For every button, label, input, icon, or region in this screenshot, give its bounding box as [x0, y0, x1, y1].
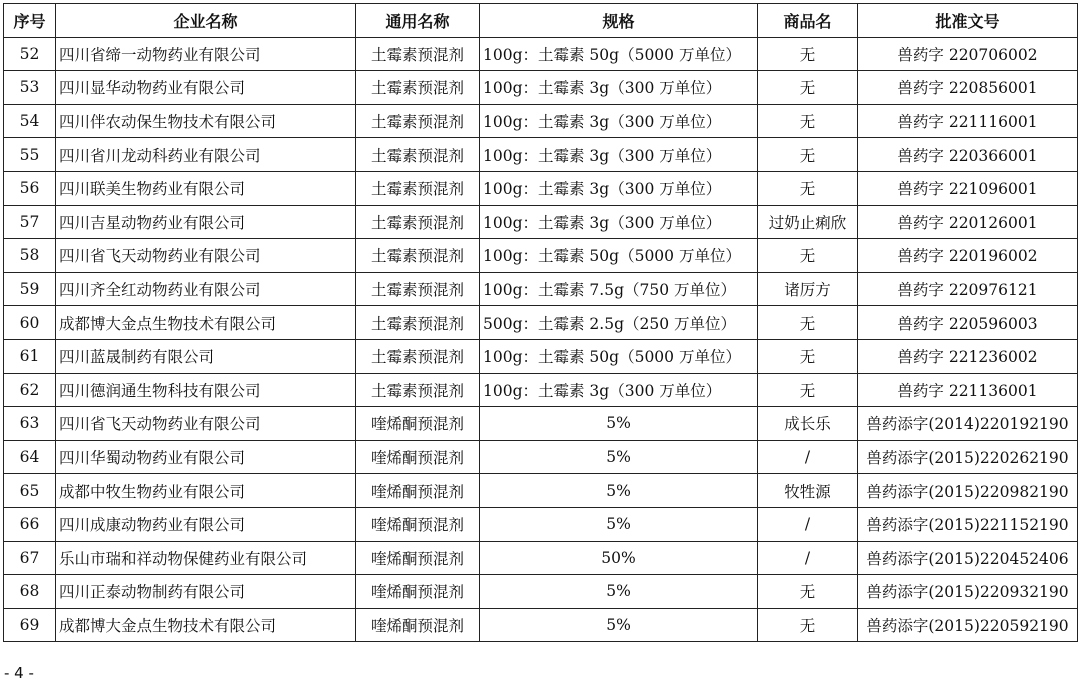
cell-company: 四川省飞天动物药业有限公司	[56, 407, 356, 441]
table-row	[4, 239, 1078, 273]
cell-spec: 5%	[480, 474, 758, 508]
cell-approval-number: 兽药字 220126001	[858, 205, 1078, 239]
cell-index: 56	[4, 171, 56, 205]
cell-index: 64	[4, 440, 56, 474]
cell-spec: 100g：土霉素 3g（300 万单位）	[480, 373, 758, 407]
table-row	[4, 171, 1078, 205]
cell-trade-name: 无	[758, 37, 858, 71]
table-header-row	[4, 4, 1078, 38]
cell-approval-number: 兽药字 220366001	[858, 138, 1078, 172]
cell-trade-name: 无	[758, 239, 858, 273]
cell-approval-number: 兽药添字(2015)220262190	[858, 440, 1078, 474]
cell-trade-name: 过奶止痢欣	[758, 205, 858, 239]
cell-spec: 100g：土霉素 50g（5000 万单位）	[480, 37, 758, 71]
cell-generic-name: 土霉素预混剂	[356, 205, 480, 239]
cell-approval-number: 兽药字 220596003	[858, 306, 1078, 340]
cell-approval-number: 兽药字 220706002	[858, 37, 1078, 71]
cell-generic-name: 喹烯酮预混剂	[356, 440, 480, 474]
cell-company: 四川伴农动保生物技术有限公司	[56, 104, 356, 138]
cell-trade-name: 无	[758, 104, 858, 138]
cell-trade-name: 无	[758, 306, 858, 340]
cell-approval-number: 兽药字 221236002	[858, 339, 1078, 373]
table-row	[4, 507, 1078, 541]
cell-index: 53	[4, 71, 56, 105]
cell-spec: 100g：土霉素 3g（300 万单位）	[480, 71, 758, 105]
cell-generic-name: 土霉素预混剂	[356, 138, 480, 172]
cell-trade-name: 无	[758, 171, 858, 205]
cell-generic-name: 喹烯酮预混剂	[356, 407, 480, 441]
table-row	[4, 608, 1078, 642]
cell-generic-name: 喹烯酮预混剂	[356, 608, 480, 642]
cell-trade-name: 无	[758, 575, 858, 609]
cell-index: 59	[4, 272, 56, 306]
cell-index: 67	[4, 541, 56, 575]
cell-company: 四川吉星动物药业有限公司	[56, 205, 356, 239]
cell-company: 成都中牧生物药业有限公司	[56, 474, 356, 508]
cell-index: 66	[4, 507, 56, 541]
cell-spec: 5%	[480, 575, 758, 609]
cell-company: 四川联美生物药业有限公司	[56, 171, 356, 205]
cell-trade-name: 无	[758, 138, 858, 172]
cell-index: 60	[4, 306, 56, 340]
table-row	[4, 205, 1078, 239]
table-row	[4, 541, 1078, 575]
cell-company: 四川正泰动物制药有限公司	[56, 575, 356, 609]
cell-spec: 5%	[480, 407, 758, 441]
table-body	[4, 37, 1078, 642]
cell-spec: 500g：土霉素 2.5g（250 万单位）	[480, 306, 758, 340]
page-number: - 4 -	[4, 664, 34, 682]
cell-company: 四川德润通生物科技有限公司	[56, 373, 356, 407]
cell-spec: 100g：土霉素 50g（5000 万单位）	[480, 239, 758, 273]
cell-generic-name: 土霉素预混剂	[356, 171, 480, 205]
cell-index: 52	[4, 37, 56, 71]
cell-company: 四川华蜀动物药业有限公司	[56, 440, 356, 474]
cell-index: 57	[4, 205, 56, 239]
cell-trade-name: 无	[758, 71, 858, 105]
cell-spec: 100g：土霉素 3g（300 万单位）	[480, 171, 758, 205]
table-row	[4, 37, 1078, 71]
cell-trade-name: 成长乐	[758, 407, 858, 441]
cell-index: 62	[4, 373, 56, 407]
cell-generic-name: 喹烯酮预混剂	[356, 507, 480, 541]
table-row	[4, 272, 1078, 306]
cell-generic-name: 土霉素预混剂	[356, 71, 480, 105]
table-row	[4, 373, 1078, 407]
cell-generic-name: 土霉素预混剂	[356, 104, 480, 138]
header-generic-name: 通用名称	[356, 4, 480, 38]
table-row	[4, 71, 1078, 105]
cell-trade-name: 诸厉方	[758, 272, 858, 306]
cell-generic-name: 土霉素预混剂	[356, 272, 480, 306]
cell-company: 四川齐全红动物药业有限公司	[56, 272, 356, 306]
cell-approval-number: 兽药添字(2015)220592190	[858, 608, 1078, 642]
cell-company: 乐山市瑞和祥动物保健药业有限公司	[56, 541, 356, 575]
cell-generic-name: 土霉素预混剂	[356, 239, 480, 273]
table-row	[4, 407, 1078, 441]
cell-index: 54	[4, 104, 56, 138]
cell-generic-name: 土霉素预混剂	[356, 37, 480, 71]
cell-approval-number: 兽药字 221136001	[858, 373, 1078, 407]
cell-spec: 100g：土霉素 3g（300 万单位）	[480, 104, 758, 138]
cell-spec: 100g：土霉素 50g（5000 万单位）	[480, 339, 758, 373]
cell-company: 四川成康动物药业有限公司	[56, 507, 356, 541]
cell-generic-name: 土霉素预混剂	[356, 339, 480, 373]
cell-approval-number: 兽药添字(2015)221152190	[858, 507, 1078, 541]
cell-approval-number: 兽药字 220856001	[858, 71, 1078, 105]
cell-trade-name: 无	[758, 373, 858, 407]
cell-spec: 5%	[480, 440, 758, 474]
table-row	[4, 306, 1078, 340]
cell-approval-number: 兽药字 220976121	[858, 272, 1078, 306]
cell-approval-number: 兽药添字(2015)220982190	[858, 474, 1078, 508]
cell-index: 55	[4, 138, 56, 172]
cell-generic-name: 喹烯酮预混剂	[356, 474, 480, 508]
cell-trade-name: /	[758, 541, 858, 575]
approval-table	[3, 3, 1078, 642]
cell-spec: 100g：土霉素 7.5g（750 万单位）	[480, 272, 758, 306]
cell-spec: 5%	[480, 608, 758, 642]
cell-index: 63	[4, 407, 56, 441]
cell-company: 成都博大金点生物技术有限公司	[56, 306, 356, 340]
table-row	[4, 104, 1078, 138]
header-trade-name: 商品名	[758, 4, 858, 38]
cell-index: 61	[4, 339, 56, 373]
cell-approval-number: 兽药添字(2014)220192190	[858, 407, 1078, 441]
table-row	[4, 138, 1078, 172]
cell-trade-name: /	[758, 440, 858, 474]
cell-spec: 5%	[480, 507, 758, 541]
cell-company: 四川省飞天动物药业有限公司	[56, 239, 356, 273]
table-row	[4, 440, 1078, 474]
header-spec: 规格	[480, 4, 758, 38]
cell-index: 65	[4, 474, 56, 508]
cell-trade-name: 牧牲源	[758, 474, 858, 508]
cell-approval-number: 兽药字 220196002	[858, 239, 1078, 273]
cell-company: 成都博大金点生物技术有限公司	[56, 608, 356, 642]
cell-index: 68	[4, 575, 56, 609]
cell-company: 四川显华动物药业有限公司	[56, 71, 356, 105]
cell-approval-number: 兽药字 221116001	[858, 104, 1078, 138]
cell-generic-name: 土霉素预混剂	[356, 306, 480, 340]
cell-approval-number: 兽药添字(2015)220452406	[858, 541, 1078, 575]
cell-company: 四川蓝晟制药有限公司	[56, 339, 356, 373]
cell-generic-name: 喹烯酮预混剂	[356, 541, 480, 575]
table-row	[4, 339, 1078, 373]
cell-trade-name: 无	[758, 339, 858, 373]
cell-spec: 100g：土霉素 3g（300 万单位）	[480, 138, 758, 172]
cell-spec: 100g：土霉素 3g（300 万单位）	[480, 205, 758, 239]
header-company: 企业名称	[56, 4, 356, 38]
cell-index: 58	[4, 239, 56, 273]
cell-approval-number: 兽药添字(2015)220932190	[858, 575, 1078, 609]
cell-index: 69	[4, 608, 56, 642]
cell-approval-number: 兽药字 221096001	[858, 171, 1078, 205]
header-approval-number: 批准文号	[858, 4, 1078, 38]
cell-generic-name: 土霉素预混剂	[356, 373, 480, 407]
cell-company: 四川省缔一动物药业有限公司	[56, 37, 356, 71]
cell-generic-name: 喹烯酮预混剂	[356, 575, 480, 609]
table-row	[4, 474, 1078, 508]
header-index: 序号	[4, 4, 56, 38]
cell-trade-name: 无	[758, 608, 858, 642]
table-row	[4, 575, 1078, 609]
cell-company: 四川省川龙动科药业有限公司	[56, 138, 356, 172]
cell-spec: 50%	[480, 541, 758, 575]
cell-trade-name: /	[758, 507, 858, 541]
